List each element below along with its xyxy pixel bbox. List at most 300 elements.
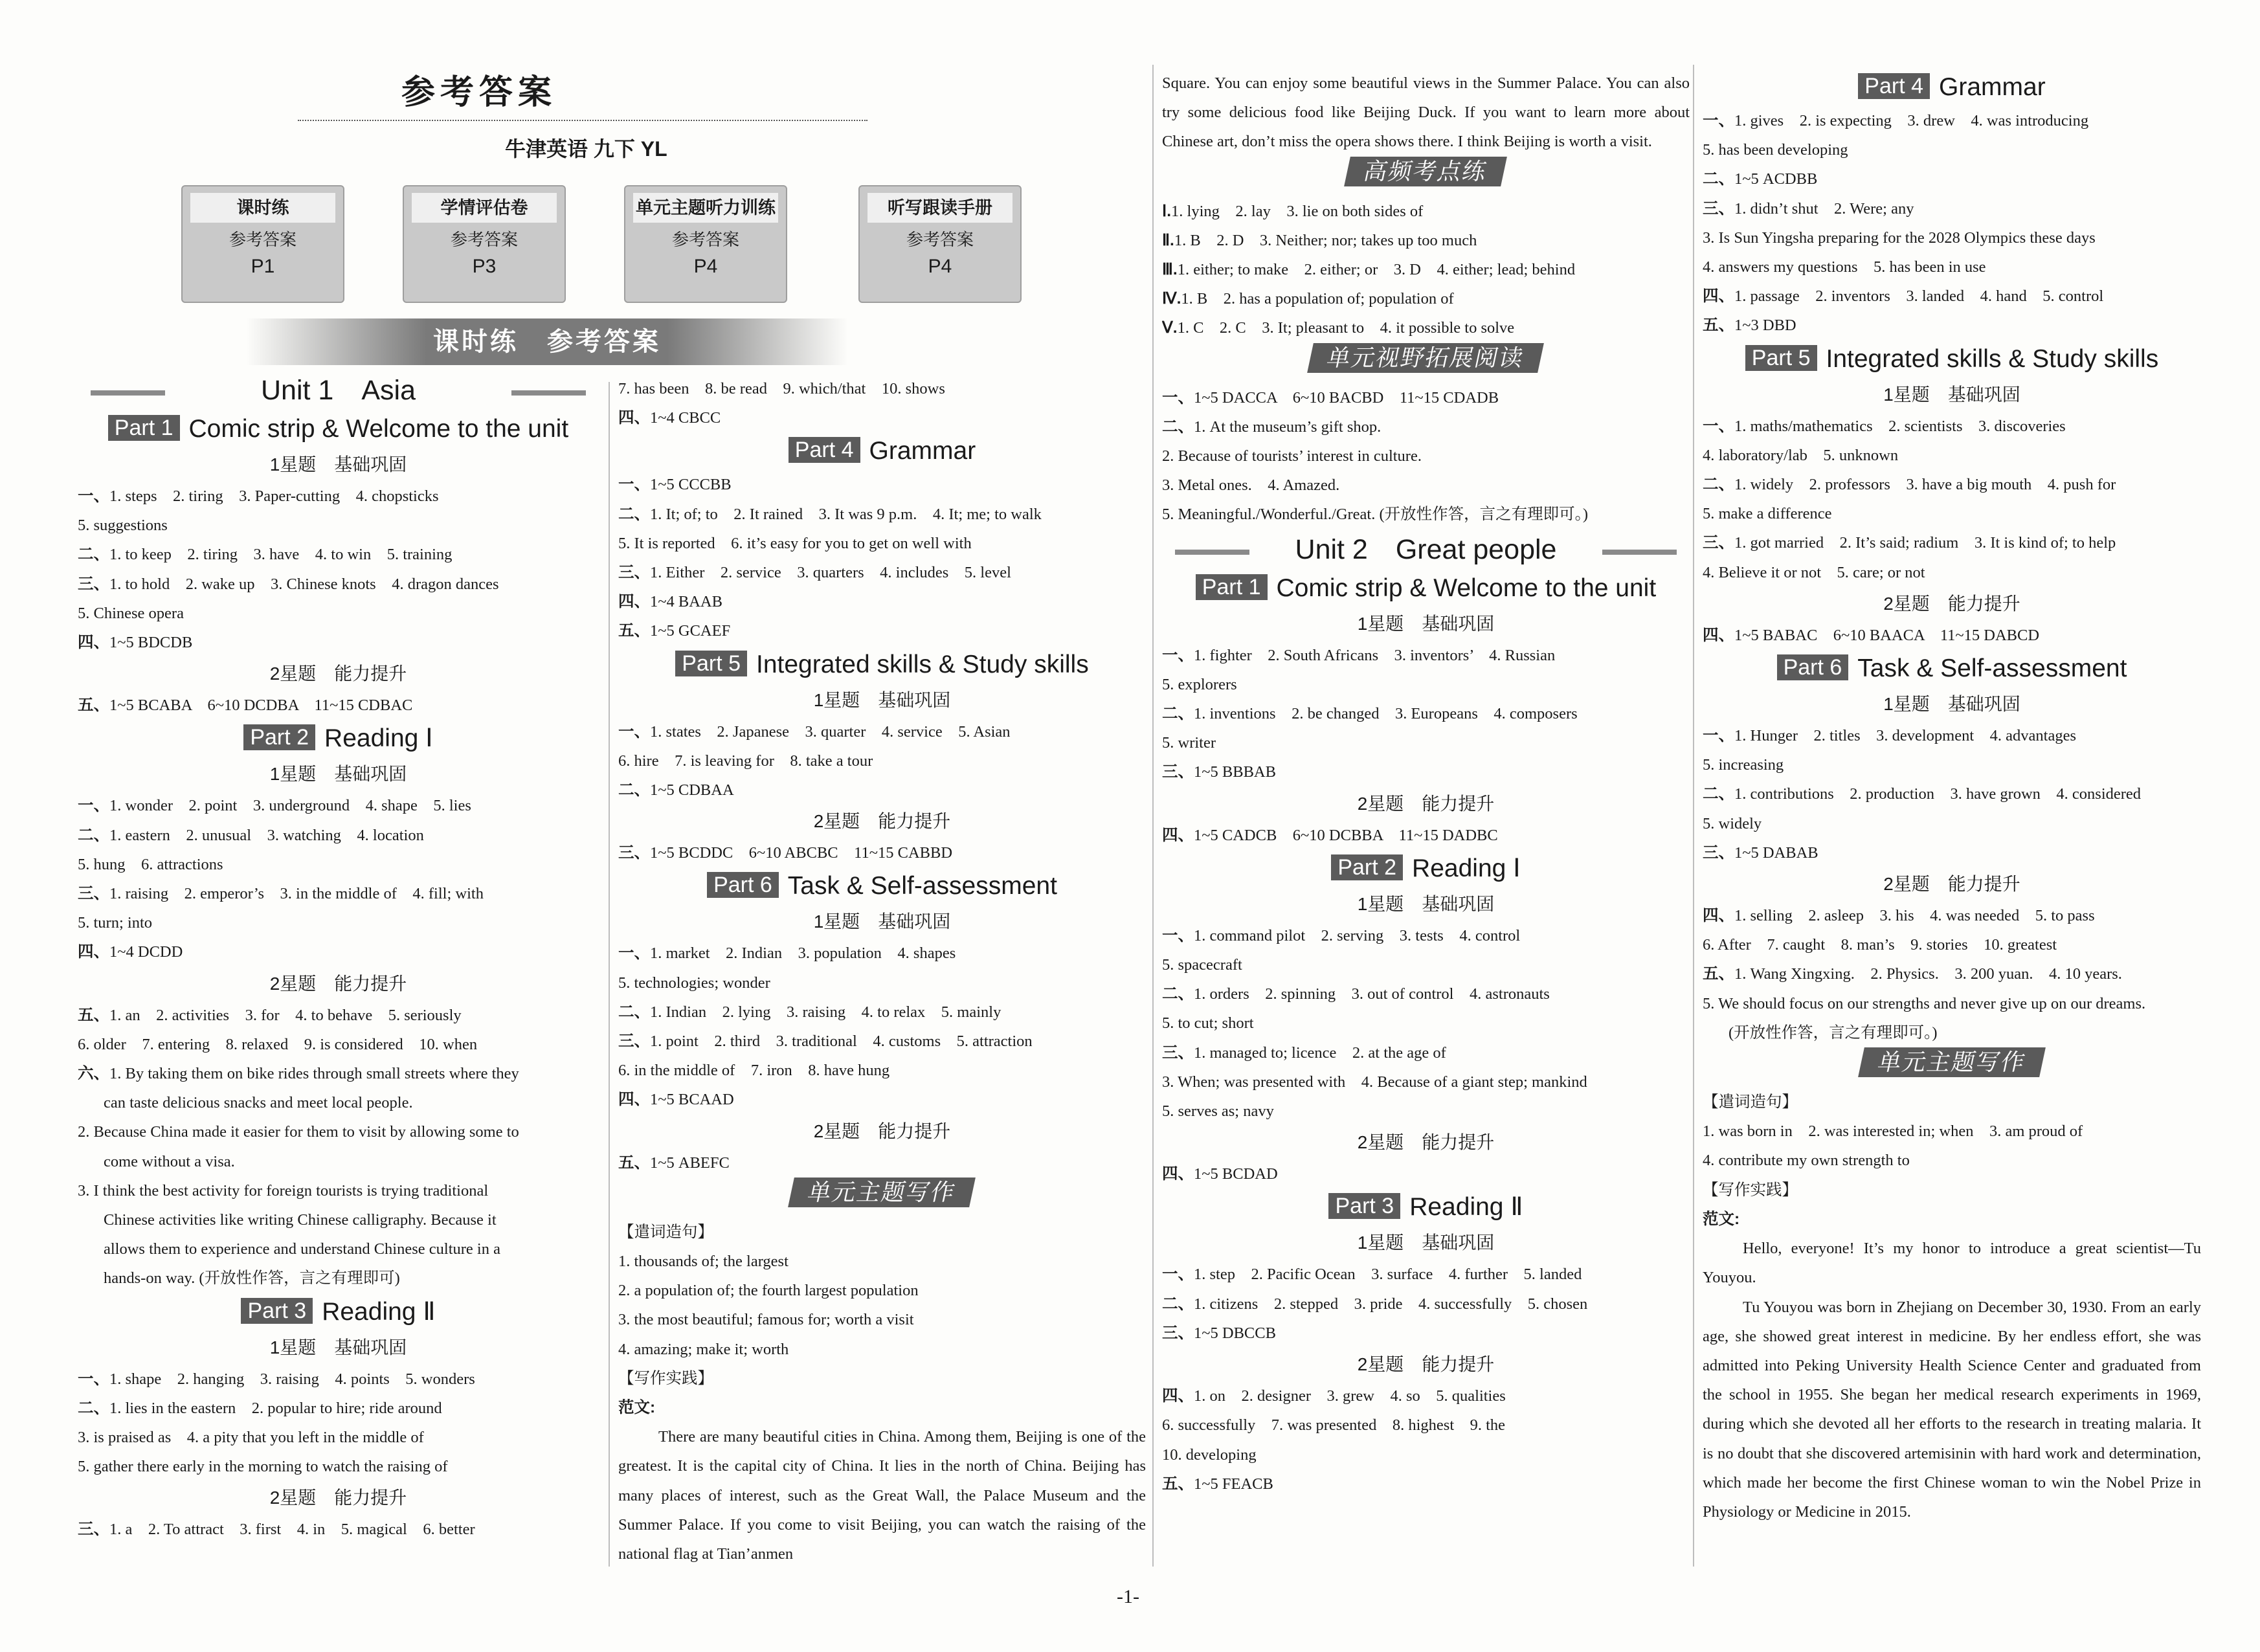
unit-heading: Unit 2 Great people	[1162, 530, 1690, 570]
answer-line	[78, 937, 599, 966]
answer-line	[1162, 1067, 1690, 1097]
answer-line	[618, 746, 1146, 776]
index-box-sub: 参考答案	[450, 230, 518, 249]
part-tag: Part 2	[1331, 854, 1403, 880]
answer-text: come without a visa.	[104, 1152, 235, 1170]
question-number: 一、	[78, 1370, 109, 1388]
answer-line	[1162, 921, 1690, 950]
answer-text: 10. developing	[1162, 1446, 1257, 1464]
answer-text: 4. contribute my own strength to	[1703, 1152, 1910, 1170]
answer-line	[618, 717, 1146, 746]
answer-text: 1. on 2. designer 3. grew 4. so 5. qualities	[1194, 1387, 1506, 1405]
answer-text: 1~5 DABAB	[1734, 843, 1818, 862]
part-tag: Part 2	[243, 724, 315, 750]
answer-line	[1703, 1176, 2201, 1205]
answer-text: 1. step 2. Pacific Ocean 3. surface 4. further 5. landed	[1194, 1266, 1582, 1284]
answer-line	[1162, 500, 1690, 529]
answer-line	[618, 1364, 1146, 1393]
answer-text: 5. turn; into	[78, 914, 153, 932]
answer-line	[78, 628, 599, 657]
question-number: 三、	[1162, 1044, 1194, 1062]
question-number: 三、	[1162, 1324, 1194, 1342]
question-number: 四、	[1162, 1387, 1194, 1405]
answer-text: 6. successfully 7. was presented 8. highest 9. the	[1162, 1416, 1506, 1434]
index-box	[403, 185, 566, 303]
answer-line	[78, 1515, 599, 1544]
level-heading: 1星题 基础巩固	[1883, 694, 2020, 715]
answer-line	[1703, 621, 2201, 650]
answer-line	[618, 374, 1146, 403]
answer-text: (开放性作答，言之有理即可。)	[1729, 1023, 1938, 1042]
column-3	[1162, 69, 1690, 1499]
answer-text: 1. maths/mathematics 2. scientists 3. discoveries	[1734, 417, 2066, 435]
answer-line	[1703, 528, 2201, 557]
question-number: 一、	[1703, 112, 1734, 129]
answer-line	[618, 1305, 1146, 1334]
answer-text: 5. widely	[1703, 814, 1762, 832]
question-number: 四、	[618, 1091, 650, 1109]
answer-line	[1162, 313, 1690, 342]
answer-text: 2. Because China made it easier for them to visit by allowing some to	[78, 1123, 519, 1141]
answer-text: allows them to experience and understand Chinese culture in a	[104, 1240, 500, 1258]
question-number: 四、	[1703, 626, 1734, 644]
answer-text: 1. lying 2. lay 3. lie on both sides of	[1171, 202, 1424, 220]
answer-line	[78, 879, 599, 908]
answer-text: 1~3 DBD	[1734, 317, 1796, 335]
question-number: 三、	[78, 1521, 109, 1539]
answer-text: 1~5 BABAC 6~10 BAACA 11~15 DABCD	[1734, 626, 2040, 644]
answer-text: 1. got married 2. It’s said; radium 3. It is kind of; to help	[1734, 534, 2116, 552]
answer-text: 1~5 CDBAA	[650, 781, 734, 799]
question-number: 二、	[1162, 705, 1194, 723]
answer-text: 5. to cut; short	[1162, 1014, 1254, 1032]
section-banner	[246, 318, 848, 365]
answer-line	[618, 998, 1146, 1027]
question-number: 二、	[78, 1399, 109, 1417]
answer-line	[1703, 282, 2201, 311]
level-heading: 1星题 基础巩固	[813, 911, 951, 932]
answer-text: 1. Hunger 2. titles 3. development 4. advantages	[1734, 727, 2076, 745]
answer-line	[1703, 930, 2201, 959]
answer-text: 3. the most beautiful; famous for; worth a visit	[618, 1311, 914, 1329]
level-heading: 1星题 基础巩固	[269, 454, 407, 474]
answer-text: 1~5 BCDAD	[1194, 1165, 1278, 1183]
question-number: Ⅳ.	[1162, 290, 1181, 308]
answer-text: 1. inventions 2. be changed 3. Europeans 4. composers	[1194, 705, 1578, 723]
answer-text: 1. Indian 2. lying 3. raising 4. to relax 5. mainly	[650, 1003, 1001, 1021]
title-rule	[298, 120, 867, 121]
answer-text: 1. Wang Xingxing. 2. Physics. 3. 200 yuan. 4. 10 years.	[1734, 965, 2122, 983]
question-number: 三、	[618, 564, 650, 582]
answer-text: 1~4 CBCC	[650, 409, 721, 427]
part-title: Reading Ⅰ	[324, 724, 433, 753]
level-heading: 1星题 基础巩固	[1357, 893, 1495, 914]
index-box-title: 听写跟读手册	[867, 193, 1013, 223]
answer-line	[618, 1393, 1146, 1422]
answer-text: 1~5 CADCB 6~10 DCBBA 11~15 DADBC	[1194, 826, 1498, 844]
answer-text: 1. wonder 2. point 3. underground 4. shape 5. lies	[109, 797, 471, 815]
answer-text: 1. didn’t shut 2. Were; any	[1734, 199, 1914, 218]
question-number: 五、	[618, 1154, 650, 1172]
answer-line	[1162, 471, 1690, 500]
section-heading	[1162, 157, 1690, 197]
level-heading: 2星题 能力提升	[1357, 793, 1495, 814]
answer-text: 4. amazing; make it; worth	[618, 1340, 789, 1358]
question-number: 二、	[1703, 476, 1734, 494]
answer-text: Chinese activities like writing Chinese calligraphy. Because it	[104, 1211, 497, 1229]
answer-line	[618, 1148, 1146, 1178]
question-number: 四、	[618, 593, 650, 611]
index-box-page: P4	[928, 256, 952, 277]
question-number: 二、	[1162, 985, 1194, 1003]
answer-line	[1703, 194, 2201, 223]
part-title: Integrated skills & Study skills	[1826, 344, 2159, 373]
question-number: 四、	[1162, 1165, 1194, 1183]
section-heading-text: 单元主题写作	[1858, 1047, 2046, 1077]
question-number: 二、	[618, 781, 650, 799]
question-number: 二、	[618, 1003, 650, 1021]
answer-text: 1. fighter 2. South Africans 3. inventors’ 4. Russian	[1194, 646, 1556, 664]
part-title: Comic strip & Welcome to the unit	[188, 415, 569, 443]
answer-text: can taste delicious snacks and meet local people.	[104, 1094, 413, 1112]
answer-text: 5. suggestions	[78, 517, 168, 535]
part-tag: Part 5	[675, 651, 747, 676]
answer-line	[1703, 1117, 2201, 1146]
answer-line	[1703, 252, 2201, 282]
answer-line	[78, 691, 599, 720]
answer-line	[1162, 1440, 1690, 1469]
answer-text: 1~5 DACCA 6~10 BACBD 11~15 CDADB	[1194, 388, 1499, 407]
answer-line	[78, 1365, 599, 1394]
level-heading: 1星题 基础巩固	[269, 764, 407, 785]
level-heading: 1星题 基础巩固	[269, 1337, 407, 1357]
part-heading	[1703, 340, 2201, 378]
essay-paragraph: Tu Youyou was born in Zhejiang on December 30, 1930. From an early age, she showed great interest in medicine. By her endless effort, she was admitted into Peking University Health Science Center and graduated from the school in 1955. She began her medical research experiments in 1969, during which she devoted all her efforts to the research in treating malaria. It is no doubt that she discovered artemisinin with hard work and determination, which made her become the first Chinese woman to win the Nobel Prize in Physiology or Medicine in 2015.	[1703, 1298, 2201, 1521]
index-box-sub: 参考答案	[671, 230, 739, 249]
section-heading	[618, 1178, 1146, 1218]
part-heading	[1162, 1189, 1690, 1226]
part-tag: Part 3	[241, 1298, 313, 1324]
answer-text: 1. an 2. activities 3. for 4. to behave 5. seriously	[109, 1006, 462, 1024]
answer-text: 1. was born in 2. was interested in; when 3. am proud of	[1703, 1122, 2083, 1141]
essay-paragraph: There are many beautiful cities in China. Among them, Beijing is one of the greatest. It is the capital city of China. It lies in the north of China. Beijing has many places of interest, such as the Great Wall, the Palace Museum and the Summer Palace. If you come to visit Beijing, you can watch the raising of the national flag at Tian’anmen	[618, 1428, 1146, 1563]
column-divider	[1152, 65, 1154, 1567]
part-title: Comic strip & Welcome to the unit	[1276, 574, 1657, 602]
answer-line	[78, 1088, 599, 1117]
answer-text: 3. Metal ones. 4. Amazed.	[1162, 476, 1340, 495]
answer-line	[1162, 1159, 1690, 1189]
level-heading: 2星题 能力提升	[269, 664, 407, 684]
answer-text: 1. point 2. third 3. traditional 4. customs 5. attraction	[650, 1032, 1033, 1051]
answer-line	[1703, 1018, 2201, 1047]
answer-text: 5. explorers	[1162, 675, 1237, 693]
answer-line	[78, 1394, 599, 1423]
answer-line	[1162, 950, 1690, 979]
part-heading	[618, 646, 1146, 684]
answer-text: 1. managed to; licence 2. at the age of	[1194, 1044, 1446, 1062]
index-box-title: 单元主题听力训练	[633, 193, 778, 223]
part-tag: Part 1	[1196, 574, 1268, 600]
part-title: Reading Ⅱ	[322, 1297, 436, 1326]
part-heading	[78, 720, 599, 757]
answer-line	[78, 570, 599, 599]
part-heading	[78, 410, 599, 448]
answer-line	[78, 1423, 599, 1452]
answer-line	[1162, 1469, 1690, 1499]
answer-text: 1~5 DBCCB	[1194, 1324, 1276, 1342]
answer-line	[1162, 441, 1690, 471]
question-number: 一、	[618, 944, 650, 963]
question-number: 一、	[1162, 388, 1194, 407]
answer-line	[618, 1218, 1146, 1247]
answer-line	[618, 1247, 1146, 1276]
index-box-sub: 参考答案	[906, 230, 974, 249]
answer-line	[78, 850, 599, 879]
part-heading	[1162, 570, 1690, 607]
question-number: 三、	[78, 575, 109, 593]
part-heading	[1162, 850, 1690, 887]
answer-text: 【遣词造句】	[618, 1223, 713, 1241]
answer-line	[78, 908, 599, 937]
answer-line	[78, 1001, 599, 1030]
part-tag: Part 6	[707, 872, 779, 898]
question-number: 一、	[1162, 1266, 1194, 1284]
answer-line	[1162, 1038, 1690, 1067]
level-heading: 1星题 基础巩固	[1357, 613, 1495, 634]
answer-text: 1. C 2. C 3. It; pleasant to 4. it possible to solve	[1177, 319, 1515, 337]
question-number: Ⅲ.	[1162, 261, 1178, 279]
answer-line	[1162, 383, 1690, 412]
page-subtitle: 牛津英语 九下 YL	[505, 137, 667, 161]
level-heading: 2星题 能力提升	[1883, 593, 2020, 614]
answer-line	[1162, 412, 1690, 441]
answer-text: 1. to keep 2. tiring 3. have 4. to win 5. training	[109, 546, 453, 564]
answer-line	[1162, 1009, 1690, 1038]
section-heading-text: 单元视野拓展阅读	[1308, 343, 1545, 373]
answer-text: 1~5 BBBAB	[1194, 763, 1276, 781]
answer-text: 1. command pilot 2. serving 3. tests 4. control	[1194, 926, 1521, 944]
part-title: Reading Ⅰ	[1412, 854, 1521, 882]
answer-line	[1162, 1289, 1690, 1319]
answer-line	[618, 838, 1146, 867]
essay-paragraph: Square. You can enjoy some beautiful views in the Summer Palace. You can also try some delicious food like Beijing Duck. If you want to learn more about Chinese art, don’t miss the opera shows there. I think Beijing is worth a visit.	[1162, 74, 1690, 151]
answer-text: 1. thousands of; the largest	[618, 1253, 789, 1271]
index-box-title: 学情评估卷	[412, 193, 557, 223]
answer-line	[1703, 721, 2201, 750]
answer-text: 1. At the museum’s gift shop.	[1194, 418, 1382, 436]
essay-paragraph: Hello, everyone! It’s my honor to introduce a great scientist—Tu Youyou.	[1703, 1240, 2201, 1287]
answer-text: 6. After 7. caught 8. man’s 9. stories 10. greatest	[1703, 936, 2057, 954]
question-number: 一、	[1703, 417, 1734, 435]
answer-text: hands-on way. (开放性作答，言之有理即可)	[104, 1269, 400, 1288]
answer-line	[78, 511, 599, 540]
unit-heading: Unit 1 Asia	[78, 370, 599, 410]
answer-text: 1. steps 2. tiring 3. Paper-cutting 4. chopsticks	[109, 487, 439, 505]
index-box-page: P1	[251, 256, 275, 277]
answer-text: 【写作实践】	[1703, 1181, 1798, 1199]
answer-text: 5. gather there early in the morning to watch the raising of	[78, 1458, 448, 1476]
level-heading: 2星题 能力提升	[813, 1121, 951, 1141]
question-number: 一、	[618, 722, 650, 741]
level-heading: 2星题 能力提升	[1357, 1132, 1495, 1153]
answer-line	[618, 558, 1146, 587]
answer-text: 1. market 2. Indian 3. population 4. shapes	[650, 944, 956, 963]
answer-line	[618, 776, 1146, 805]
answer-line	[1703, 558, 2201, 587]
answer-line	[618, 500, 1146, 529]
answer-text: 5. has been developing	[1703, 141, 1848, 159]
section-banner-text: 课时练 参考答案	[433, 328, 661, 356]
answer-line	[78, 791, 599, 820]
part-title: Grammar	[1939, 73, 2046, 101]
answer-line	[78, 821, 599, 850]
answer-line	[78, 1205, 599, 1234]
section-heading-text: 高频考点练	[1345, 157, 1508, 186]
level-heading: 2星题 能力提升	[813, 811, 951, 832]
answer-text: 5. It is reported 6. it’s easy for you to get on well with	[618, 534, 972, 552]
answer-line	[1162, 821, 1690, 850]
answer-line	[1162, 1260, 1690, 1289]
question-number: 一、	[1162, 926, 1194, 944]
question-number: 二、	[78, 826, 109, 844]
answer-text: 1~5 BDCDB	[109, 634, 193, 652]
part-title: Task & Self-assessment	[1857, 654, 2127, 683]
question-number: 一、	[618, 476, 650, 494]
question-number: 五、	[1162, 1475, 1194, 1493]
answer-line	[1703, 809, 2201, 838]
answer-line	[618, 529, 1146, 558]
answer-text: 1~5 BCAAD	[650, 1091, 734, 1109]
answer-text: 1~5 CCCBB	[650, 476, 732, 494]
answer-line	[618, 1085, 1146, 1114]
index-box-page: P3	[472, 256, 497, 277]
answer-line	[1162, 284, 1690, 313]
index-box-title: 课时练	[190, 193, 335, 223]
answer-line	[1162, 226, 1690, 255]
answer-line	[78, 1264, 599, 1293]
answer-text: 1. contributions 2. production 3. have grown 4. considered	[1734, 785, 2142, 803]
answer-line	[1703, 1088, 2201, 1117]
answer-line	[78, 599, 599, 628]
answer-text: 1~5 ACDBB	[1734, 170, 1818, 188]
question-number: Ⅰ.	[1162, 202, 1172, 220]
level-heading: 2星题 能力提升	[1357, 1354, 1495, 1375]
answer-line	[1703, 901, 2201, 930]
answer-line	[78, 1059, 599, 1088]
question-number: Ⅴ.	[1162, 319, 1178, 337]
answer-line	[1703, 499, 2201, 528]
answer-text: 5. We should focus on our strengths and never give up on our dreams.	[1703, 994, 2146, 1012]
question-number: Ⅱ.	[1162, 231, 1174, 249]
level-heading: 2星题 能力提升	[1883, 874, 2020, 895]
section-heading	[1703, 1047, 2201, 1088]
question-number: 二、	[1162, 418, 1194, 436]
answer-text: 3. is praised as 4. a pity that you left in the middle of	[78, 1429, 424, 1447]
question-number: 五、	[1703, 317, 1734, 335]
answer-text: 1. B 2. D 3. Neither; nor; takes up too much	[1174, 231, 1477, 249]
part-tag: Part 6	[1777, 654, 1849, 680]
answer-text: 1~5 ABEFC	[650, 1154, 730, 1172]
answer-text: 5. increasing	[1703, 756, 1784, 774]
question-number: 二、	[1703, 785, 1734, 803]
answer-line	[1703, 1205, 2201, 1234]
answer-text: 7. has been 8. be read 9. which/that 10. shows	[618, 380, 945, 397]
answer-text: 1. states 2. Japanese 3. quarter 4. service 5. Asian	[650, 722, 1011, 741]
answer-text: 1. widely 2. professors 3. have a big mouth 4. push for	[1734, 476, 2116, 494]
page-number: -1-	[1117, 1586, 1139, 1607]
index-box	[181, 185, 344, 303]
answer-text: 1. passage 2. inventors 3. landed 4. hand 5. control	[1734, 287, 2104, 306]
section-heading	[1162, 343, 1690, 383]
question-number: 一、	[78, 487, 109, 505]
question-number: 四、	[1162, 826, 1194, 844]
answer-line	[1162, 699, 1690, 728]
question-number: 二、	[1162, 1295, 1194, 1313]
answer-line	[1162, 197, 1690, 226]
question-number: 四、	[618, 409, 650, 427]
question-number: 三、	[618, 844, 650, 862]
question-number: 四、	[1703, 287, 1734, 306]
answer-text: 1. Either 2. service 3. quarters 4. includes 5. level	[650, 564, 1011, 582]
answer-text: 1. raising 2. emperor’s 3. in the middle of 4. fill; with	[109, 885, 484, 903]
answer-text: 5. technologies; wonder	[618, 974, 770, 992]
question-number: 五、	[618, 622, 650, 640]
answer-text: 3. Is Sun Yingsha preparing for the 2028 Olympics these days	[1703, 229, 2096, 247]
answer-line	[78, 1176, 599, 1205]
part-title: Reading Ⅱ	[1409, 1193, 1523, 1222]
answer-line	[618, 403, 1146, 432]
level-heading: 1星题 基础巩固	[813, 689, 951, 710]
answer-line	[618, 587, 1146, 616]
part-tag: Part 5	[1745, 345, 1817, 371]
answer-line	[1162, 255, 1690, 284]
answer-line	[78, 1452, 599, 1481]
question-number: 一、	[1162, 646, 1194, 664]
level-heading: 1星题 基础巩固	[1883, 384, 2020, 405]
answer-line	[78, 540, 599, 569]
column-divider	[1693, 65, 1694, 1567]
question-number: 五、	[78, 1006, 109, 1024]
column-4	[1703, 69, 2201, 1526]
answer-line	[1703, 164, 2201, 194]
column-divider	[609, 382, 610, 1567]
answer-text: 1. By taking them on bike rides through small streets where they	[109, 1065, 519, 1083]
answer-text: 1. shape 2. hanging 3. raising 4. points 5. wonders	[109, 1370, 475, 1388]
answer-text: 4. laboratory/lab 5. unknown	[1703, 446, 1899, 464]
answer-text: 4. answers my questions 5. has been in use	[1703, 258, 1986, 276]
question-number: 五、	[78, 697, 109, 715]
question-number: 范文:	[1703, 1210, 1740, 1228]
part-heading	[618, 867, 1146, 905]
level-heading: 1星题 基础巩固	[1357, 1233, 1495, 1253]
answer-text: 1. orders 2. spinning 3. out of control 4. astronauts	[1194, 985, 1550, 1003]
question-number: 三、	[618, 1032, 650, 1051]
answer-line	[1162, 1097, 1690, 1126]
answer-line	[618, 939, 1146, 968]
answer-text: 1. citizens 2. stepped 3. pride 4. successfully 5. chosen	[1194, 1295, 1588, 1313]
answer-line	[618, 968, 1146, 998]
answer-line	[618, 1335, 1146, 1364]
question-number: 一、	[78, 797, 109, 815]
part-title: Task & Self-assessment	[787, 872, 1057, 900]
answer-text: 1. It; of; to 2. It rained 3. It was 9 p.m. 4. It; me; to walk	[650, 505, 1042, 523]
answer-line	[1162, 728, 1690, 757]
answer-line	[1703, 959, 2201, 988]
index-box-sub: 参考答案	[229, 230, 296, 249]
answer-line	[1703, 1146, 2201, 1175]
answer-text: 1~5 BCABA 6~10 DCDBA 11~15 CDBAC	[109, 697, 413, 715]
part-heading	[618, 432, 1146, 470]
